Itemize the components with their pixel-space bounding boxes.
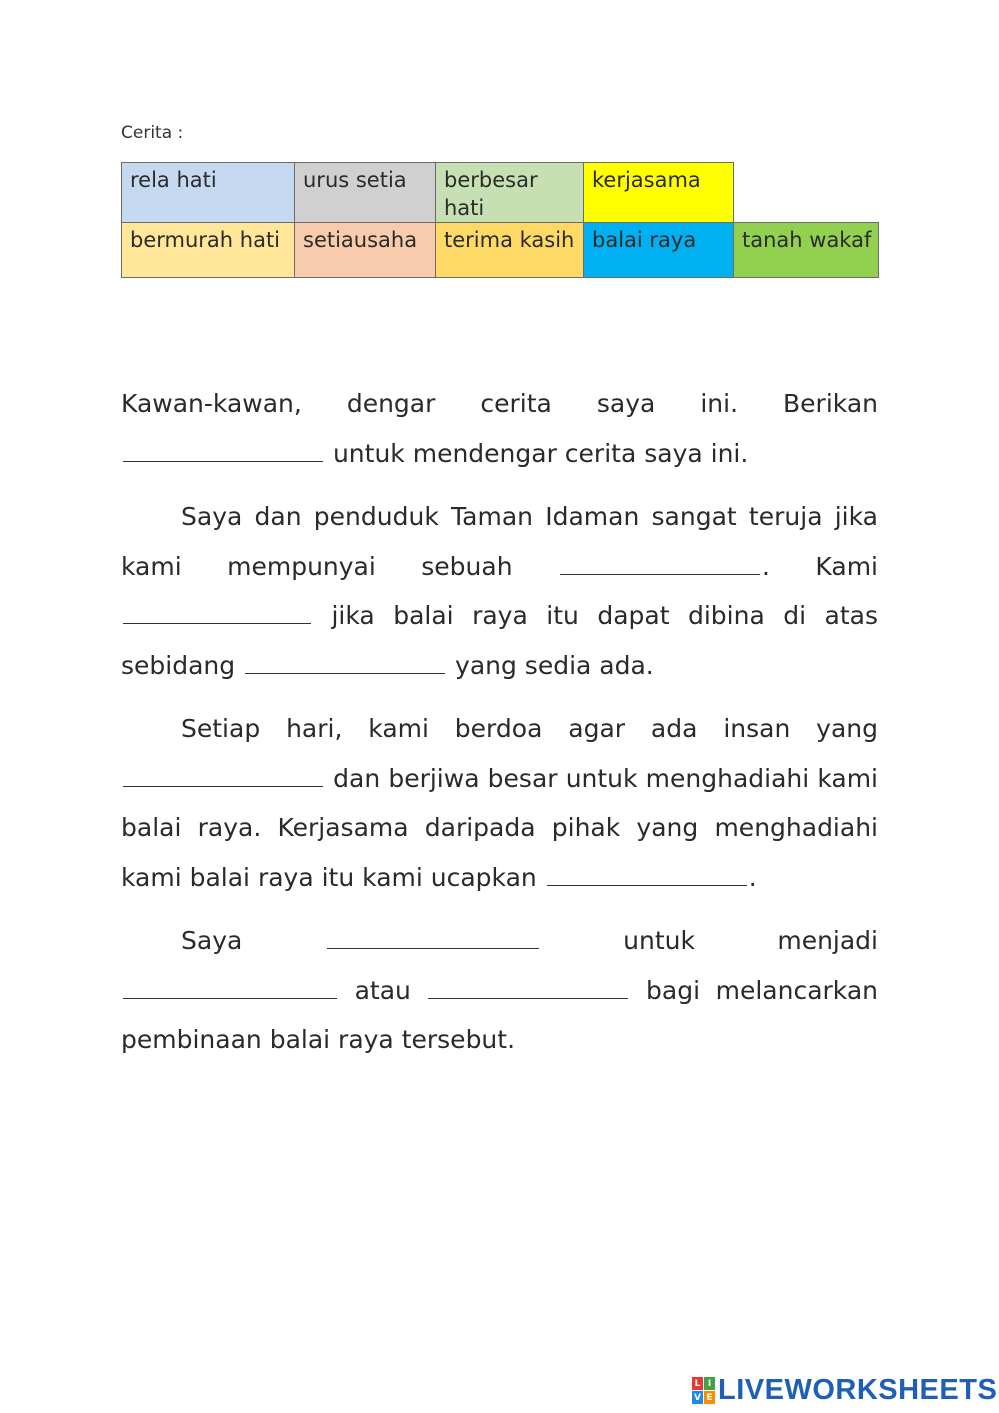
paragraph-4 [121,916,878,1065]
story-text-segment: Saya dan penduduk Taman Idaman sangat teruja jika kami mempunyai sebuah [121,502,878,581]
answer-blank-1[interactable] [123,441,323,462]
story-text-segment: untuk menjadi [623,926,878,955]
story-text-segment: bagi melancarkan pembinaan balai raya tersebut. [121,975,878,1054]
story-text-segment: Setiap hari, kami berdoa agar ada insan yang [181,714,878,743]
word-kerjasama[interactable]: kerjasama [584,163,734,223]
story-text [121,379,878,1079]
logo-letter: V [692,1391,703,1404]
logo-letter: I [704,1377,715,1390]
word-berbesar-hati[interactable]: berbesar hati [436,163,584,223]
answer-blank-9[interactable] [428,978,628,999]
story-text-segment: Saya [181,926,243,955]
word-bermurah-hati[interactable]: bermurah hati [122,223,295,278]
word-balai-raya[interactable]: balai raya [584,223,734,278]
story-text-segment: Kawan-kawan, dengar cerita saya ini. Berikan [121,389,878,418]
logo-text: LIVEWORKSHEETS [718,1374,998,1406]
story-text-segment: untuk mendengar cerita saya ini. [332,438,749,468]
answer-blank-3[interactable] [123,603,311,624]
story-text-segment: . [748,862,757,892]
answer-blank-5[interactable] [123,766,323,787]
answer-blank-6[interactable] [547,865,747,886]
answer-blank-4[interactable] [245,653,445,674]
answer-blank-2[interactable] [560,554,760,575]
story-text-segment: jika balai raya itu dapat dibina di atas sebidang [121,601,879,680]
word-rela-hati[interactable]: rela hati [122,163,295,223]
word-tanah-wakaf[interactable]: tanah wakaf [734,223,879,278]
word-terima-kasih[interactable]: terima kasih [436,223,584,278]
word-setiausaha[interactable]: setiausaha [295,223,436,278]
paragraph-3 [121,704,878,902]
paragraph-1 [121,379,878,478]
word-bank-row [122,163,879,223]
word-bank-row [122,223,879,278]
story-text-segment: yang sedia ada. [455,650,654,680]
empty-cell [734,163,879,223]
story-text-segment: dan berjiwa besar untuk menghadiahi kami balai raya. Kerjasama daripada pihak yang menghadiahi kami balai raya itu kami ucapkan [121,763,878,892]
word-urus-setia[interactable]: urus setia [295,163,436,223]
answer-blank-7[interactable] [327,928,539,949]
logo-letter: E [704,1391,715,1404]
word-bank-table [121,162,879,278]
liveworksheets-logo [692,1374,997,1407]
page-title: Cerita : [121,123,184,143]
story-text-segment: . Kami [762,551,879,581]
answer-blank-8[interactable] [123,978,337,999]
logo-letter: L [692,1377,703,1390]
paragraph-2 [121,492,878,690]
story-text-segment: atau [354,975,411,1005]
logo-icon [692,1377,715,1404]
